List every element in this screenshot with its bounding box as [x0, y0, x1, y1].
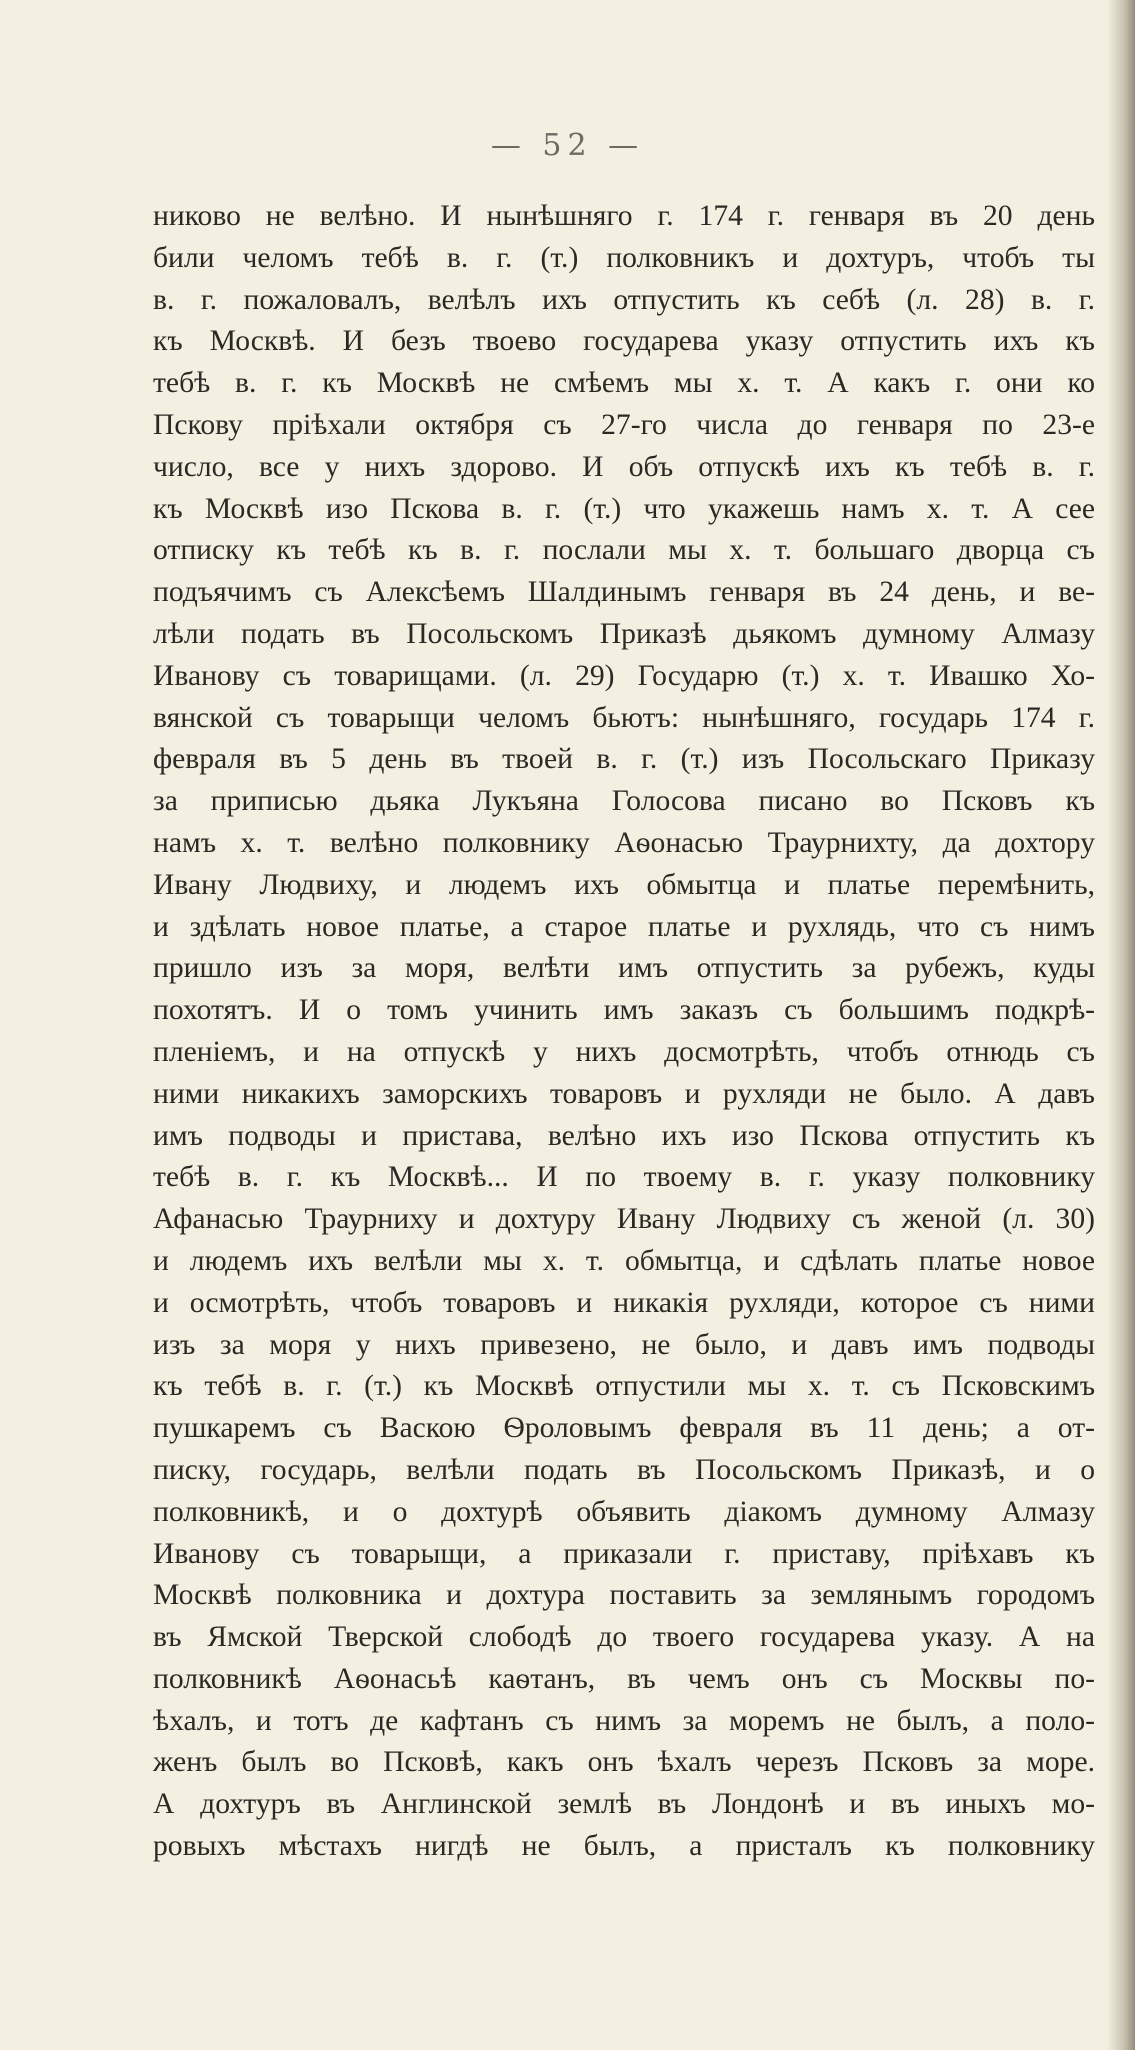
text-line: Иванову съ товарыщи, а приказали г. приставу, пріѣхавъ къ	[153, 1537, 1095, 1570]
text-line: писку, государь, велѣли подать въ Посольскомъ Приказѣ, и о	[153, 1453, 1095, 1486]
text-line: женъ былъ во Псковѣ, какъ онъ ѣхалъ черезъ Псковъ за море.	[153, 1746, 1095, 1779]
text-line: къ Москвѣ. И безъ твоево государева указу отпустить ихъ къ	[153, 325, 1095, 358]
text-line: за приписью дьяка Лукъяна Голосова писано во Псковъ къ	[153, 785, 1095, 818]
text-line: подъячимъ съ Алексѣемъ Шалдинымъ генваря въ 24 день, и ве-	[153, 576, 1095, 609]
text-line: и здѣлать новое платье, а старое платье и рухлядь, что съ нимъ	[153, 910, 1095, 943]
text-line: ними никакихъ заморскихъ товаровъ и рухляди не было. А давъ	[153, 1077, 1095, 1110]
text-line: къ тебѣ в. г. (т.) къ Москвѣ отпустили мы х. т. съ Псковскимъ	[153, 1370, 1095, 1403]
text-line: тебѣ в. г. къ Москвѣ не смѣемъ мы х. т. А какъ г. они ко	[153, 367, 1095, 400]
text-line: ѣхалъ, и тотъ де кафтанъ съ нимъ за моремъ не былъ, а поло-	[153, 1704, 1095, 1737]
page-number: — 52 —	[490, 128, 645, 163]
text-line: Ивану Людвиху, и людемъ ихъ обмытца и платье перемѣнить,	[153, 868, 1095, 901]
text-line: в. г. пожаловалъ, велѣлъ ихъ отпустить къ себѣ (л. 28) в. г.	[153, 283, 1095, 316]
text-line: отписку къ тебѣ къ в. г. послали мы х. т. большаго дворца съ	[153, 534, 1095, 567]
body-text	[153, 196, 1095, 1868]
text-line: въ Ямской Тверской слободѣ до твоего государева указу. А на	[153, 1621, 1095, 1654]
text-line: ровыхъ мѣстахъ нигдѣ не былъ, а присталъ къ полковнику	[153, 1830, 1095, 1863]
text-line: Пскову пріѣхали октября съ 27-го числа до генваря по 23-е	[153, 408, 1095, 441]
text-line: февраля въ 5 день въ твоей в. г. (т.) изъ Посольскаго Приказу	[153, 743, 1095, 776]
text-line: били челомъ тебѣ в. г. (т.) полковникъ и дохтуръ, чтобъ ты	[153, 241, 1095, 274]
text-line: пленіемъ, и на отпускѣ у нихъ досмотрѣть, чтобъ отнюдь съ	[153, 1035, 1095, 1068]
text-line: Иванову съ товарищами. (л. 29) Государю (т.) х. т. Ивашко Хо-	[153, 659, 1095, 692]
text-line: Афанасью Траурниху и дохтуру Ивану Людвиху съ женой (л. 30)	[153, 1203, 1095, 1236]
text-line: имъ подводы и пристава, велѣно ихъ изо Пскова отпустить къ	[153, 1119, 1095, 1152]
text-line: Москвѣ полковника и дохтура поставить за землянымъ городомъ	[153, 1579, 1095, 1612]
text-line: пушкаремъ съ Васкою Ѳроловымъ февраля въ 11 день; а от-	[153, 1412, 1095, 1445]
text-line: полковникѣ Аѳонасьѣ каѳтанъ, въ чемъ онъ съ Москвы по-	[153, 1662, 1095, 1695]
text-line: пришло изъ за моря, велѣти имъ отпустить за рубежъ, куды	[153, 952, 1095, 985]
text-line: къ Москвѣ изо Пскова в. г. (т.) что укажешь намъ х. т. А сее	[153, 492, 1095, 525]
text-line: и осмотрѣть, чтобъ товаровъ и никакія рухляди, которое съ ними	[153, 1286, 1095, 1319]
text-line: лѣли подать въ Посольскомъ Приказѣ дьякомъ думному Алмазу	[153, 617, 1095, 650]
text-line: А дохтуръ въ Англинской землѣ въ Лондонѣ и въ иныхъ мо-	[153, 1788, 1095, 1821]
text-line: полковникѣ, и о дохтурѣ объявить діакомъ думному Алмазу	[153, 1495, 1095, 1528]
text-line: и людемъ ихъ велѣли мы х. т. обмытца, и сдѣлать платье новое	[153, 1244, 1095, 1277]
text-line: тебѣ в. г. къ Москвѣ... И по твоему в. г. указу полковнику	[153, 1161, 1095, 1194]
text-line: число, все у нихъ здорово. И объ отпускѣ ихъ къ тебѣ в. г.	[153, 450, 1095, 483]
text-line: похотятъ. И о томъ учинить имъ заказъ съ большимъ подкрѣ-	[153, 994, 1095, 1027]
text-line: намъ х. т. велѣно полковнику Аѳонасью Траурнихту, да дохтору	[153, 826, 1095, 859]
text-line: никово не велѣно. И нынѣшняго г. 174 г. генваря въ 20 день	[153, 200, 1095, 232]
page-edge-shadow	[1107, 0, 1135, 2050]
text-line: изъ за моря у нихъ привезено, не было, и давъ имъ подводы	[153, 1328, 1095, 1361]
text-line: вянской съ товарыщи челомъ бьютъ: нынѣшняго, государь 174 г.	[153, 701, 1095, 734]
